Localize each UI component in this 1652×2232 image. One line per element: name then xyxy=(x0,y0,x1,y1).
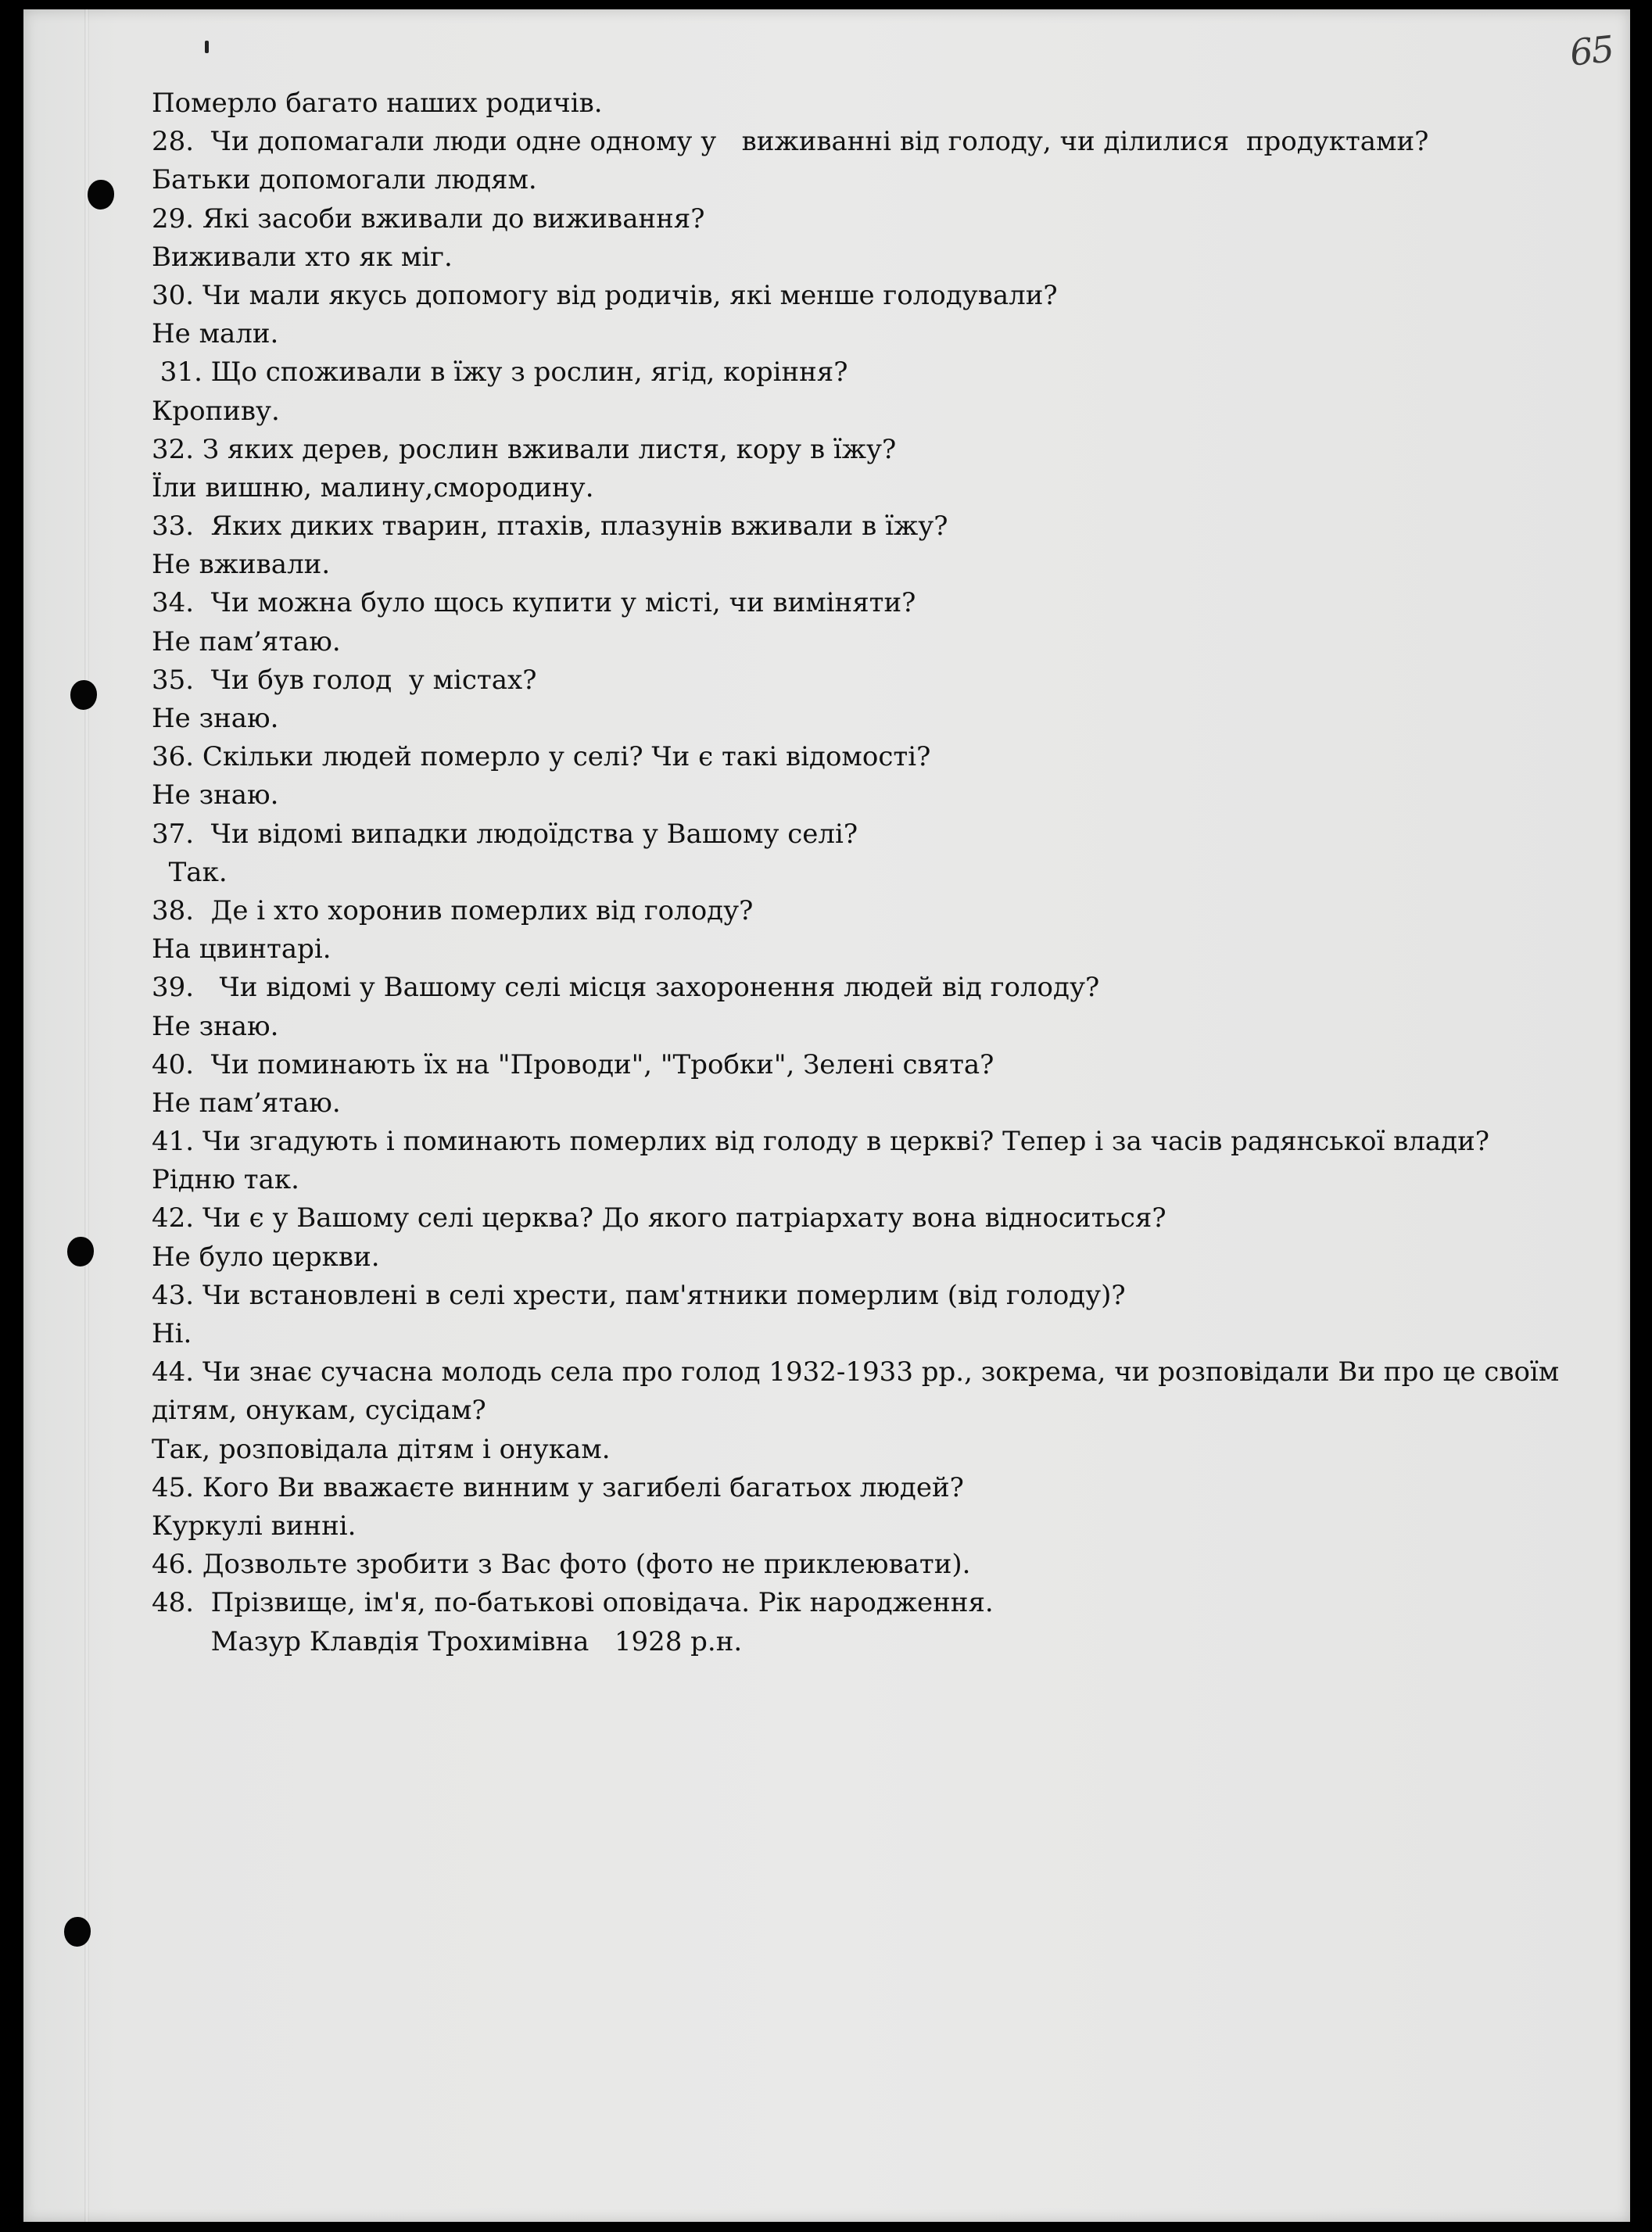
text-line: 45. Кого Ви вважаєте винним у загибелі багатьох людей? xyxy=(152,1471,964,1503)
text-line: Не знаю. xyxy=(152,1010,279,1042)
text-line: Не знаю. xyxy=(152,779,279,811)
text-line: Ні. xyxy=(152,1318,192,1349)
text-line: 28. Чи допомагали люди одне одному у виживанні від голоду, чи ділилися продуктами? xyxy=(152,126,1429,158)
text-line: 37. Чи відомі випадки людоїдства у Вашому селі? xyxy=(152,818,858,850)
text-line: 32. З яких дерев, рослин вживали листя, кору в їжу? xyxy=(152,433,897,465)
text-line: дітям, онукам, сусідам? xyxy=(152,1395,486,1427)
paper-fold-edge xyxy=(84,9,89,2222)
punch-hole-3 xyxy=(67,1237,94,1266)
punch-hole-4 xyxy=(64,1917,91,1947)
text-line: 38. Де і хто хоронив померлих від голоду? xyxy=(152,894,754,926)
text-line: Виживали хто як міг. xyxy=(152,241,453,273)
text-line: 30. Чи мали якусь допомогу від родичів, які менше голодували? xyxy=(152,279,1058,311)
text-line: 44. Чи знає сучасна молодь села про голод 1932-1933 рр., зокрема, чи розповідали Ви про це своїм xyxy=(152,1356,1560,1388)
text-line: Так, розповідала дітям і онукам. xyxy=(152,1433,611,1465)
pen-mark xyxy=(205,41,209,53)
text-line: 35. Чи був голод у містах? xyxy=(152,664,537,696)
text-line: 46. Дозвольте зробити з Вас фото (фото не приклеювати). xyxy=(152,1549,971,1581)
text-line: Не вживали. xyxy=(152,549,331,581)
text-line: 40. Чи поминають їх на "Проводи", "Тробки", Зелені свята? xyxy=(152,1048,994,1080)
text-line: 48. Прізвище, ім'я, по-батькові оповідача. Рік народження. xyxy=(152,1587,994,1619)
text-line: 41. Чи згадують і поминають померлих від голоду в церкві? Тепер і за часів радянської влади? xyxy=(152,1126,1490,1158)
text-line: 34. Чи можна було щось купити у місті, чи виміняти? xyxy=(152,587,916,619)
text-line: 33. Яких диких тварин, птахів, плазунів вживали в їжу? xyxy=(152,511,948,543)
text-line: Не знаю. xyxy=(152,703,279,734)
text-line: На цвинтарі. xyxy=(152,933,331,966)
text-line: Батьки допомогали людям. xyxy=(152,164,537,196)
text-line: Їли вишню, малину,смородину. xyxy=(152,471,594,503)
text-line: Кропиву. xyxy=(152,395,280,427)
text-line: Рідню так. xyxy=(152,1164,299,1196)
document-body xyxy=(152,84,1606,1661)
text-line: 42. Чи є у Вашому селі церква? До якого патріархату вона відноситься? xyxy=(152,1202,1166,1234)
text-line: Куркулі винні. xyxy=(152,1510,357,1542)
text-line: Мазур Клавдія Трохимівна 1928 р.н. xyxy=(152,1625,743,1657)
handwritten-page-number: 65 xyxy=(1568,27,1615,74)
text-line: Померло багато наших родичів. xyxy=(152,88,603,119)
punch-hole-2 xyxy=(70,680,97,710)
text-line: Не було церкви. xyxy=(152,1241,380,1273)
punch-hole-1 xyxy=(88,180,114,210)
text-line: 31. Що споживали в їжу з рослин, ягід, коріння? xyxy=(152,356,848,389)
text-line: 36. Скільки людей померло у селі? Чи є такі відомості? xyxy=(152,741,931,773)
text-line: Не пам’ятаю. xyxy=(152,1087,341,1119)
text-line: Не пам’ятаю. xyxy=(152,625,341,657)
text-line: 39. Чи відомі у Вашому селі місця захоронення людей від голоду? xyxy=(152,972,1100,1004)
text-line: 43. Чи встановлені в селі хрести, пам'ятники померлим (від голоду)? xyxy=(152,1279,1126,1311)
text-line: 29. Які засоби вживали до виживання? xyxy=(152,202,705,235)
text-line: Так. xyxy=(152,856,228,888)
text-line: Не мали. xyxy=(152,318,279,350)
